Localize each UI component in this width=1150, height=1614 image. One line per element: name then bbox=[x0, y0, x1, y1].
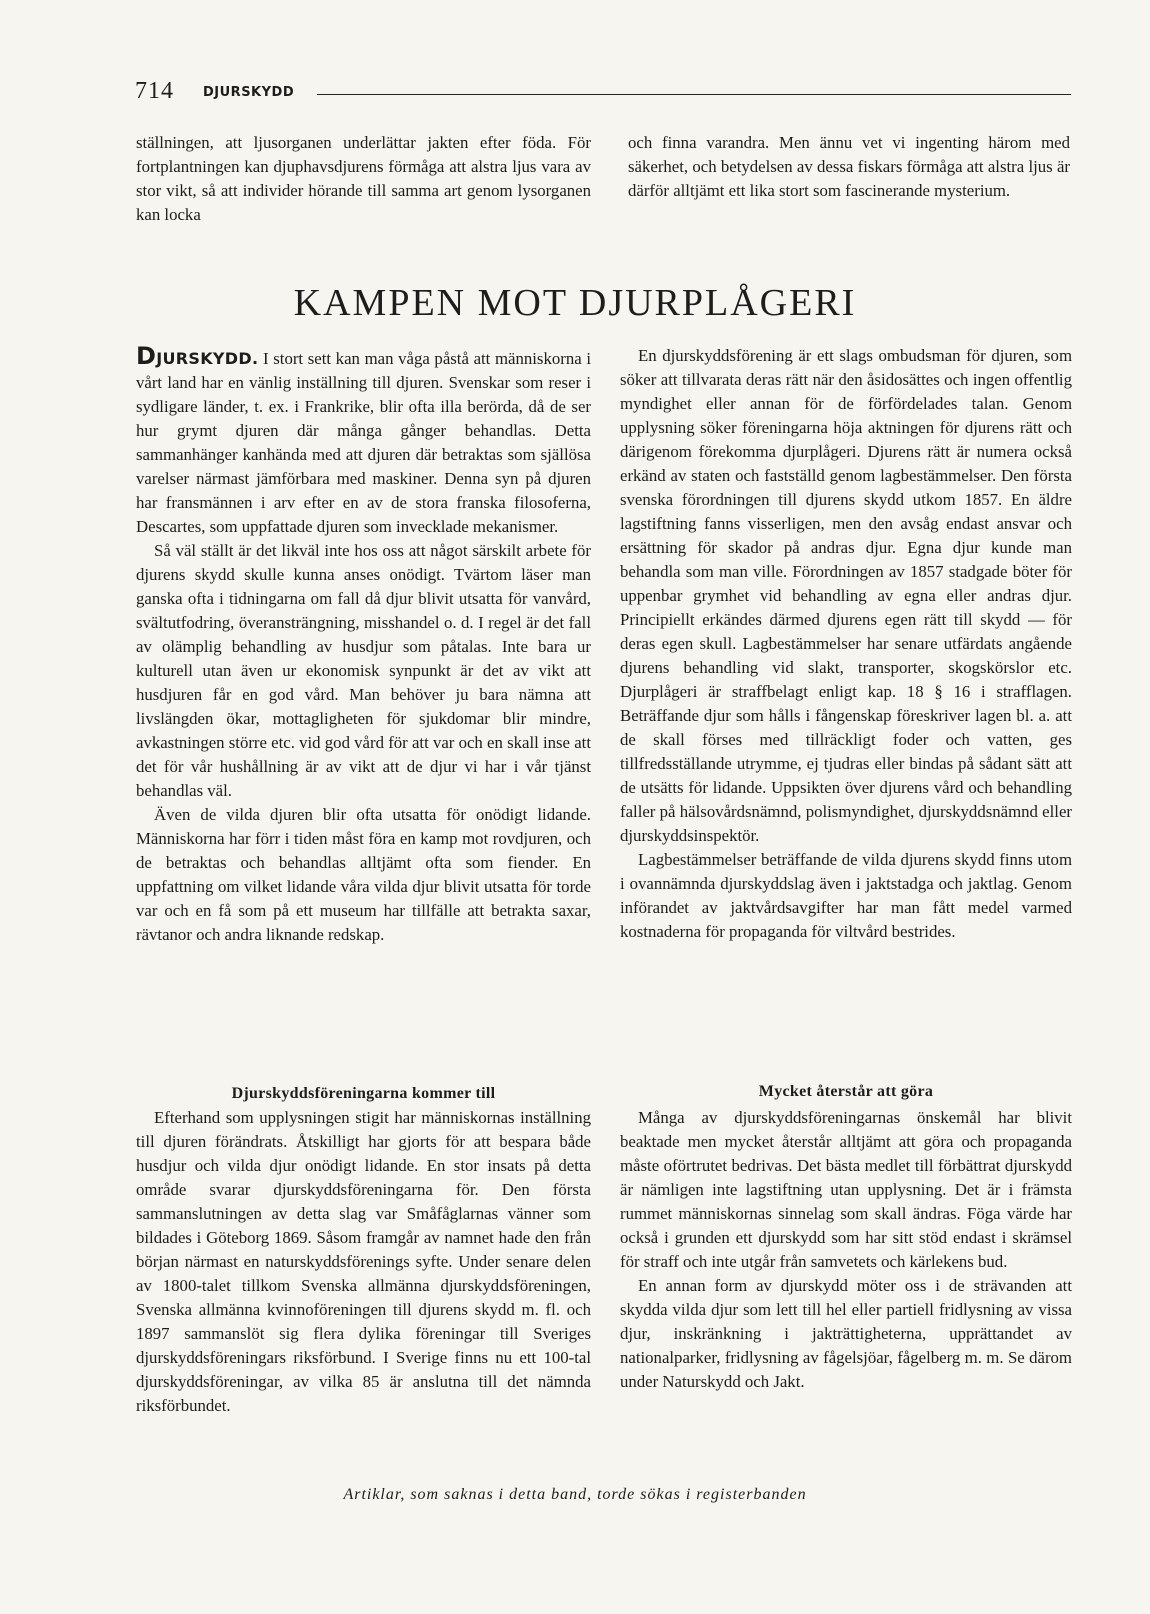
page-footer-note: Artiklar, som saknas i detta band, torde sökas i registerbanden bbox=[343, 1486, 807, 1503]
lead-rest: JURSKYDD. bbox=[156, 349, 259, 368]
lead-paragraph bbox=[136, 344, 591, 539]
page-number: 714 bbox=[135, 78, 174, 104]
section-heading-right: Mycket återstår att göra bbox=[758, 1083, 934, 1100]
continued-text-left bbox=[136, 131, 591, 227]
paragraph: En djurskyddsförening är ett slags ombudsman för djuren, som söker att tillvarata deras rätt när den åsidosättes och ingen offentlig myndighet eller annan för de förfördelades talan. Genom upplysning söker föreningarna höja aktningen för djurens rätt och därigenom förekomma djurplågeri. Djurens rätt är numera också erkänd av staten och fastställd genom lagbestämmelser. Den första svenska förordningen till djurens skydd utkom 1857. En äldre lagstiftning fanns visserligen, men den avsåg endast ansvar och ersättning för skador på andras djur. Egna djur kunde man behandla som man ville. Förordningen av 1857 stadgade böter för uppenbar grymhet vid behandling av egna eller andras djur. Principiellt erkändes därmed djurens egen rätt till skydd — för deras egen skull. Lagbestämmelser har senare utfärdats angående djurens behandling vid slakt, transporter, skogskörslor etc. Djurplågeri är straffbelagt enligt kap. 18 § 16 i strafflagen. Beträffande djur som hålls i fångenskap föreskriver lagen bl. a. att de skall förses med tillräckligt foder och vatten, ges tillfredsställande utrymme, ej tjudras eller bindas på sådant sätt att de utsätts för lidande. Uppsikten över djurens vård och behandling faller på hälsovårdsnämnd, polismyndighet, djurskyddsnämnd eller djurskyddsinspektör. bbox=[620, 346, 1072, 845]
paragraph: Efterhand som upplysningen stigit har människornas inställning till djuren förändrats. Åtskilligt har gjorts för att bespara både husdjur och vilda djur onödigt lidande. En stor insats på detta område svarar djurskyddsföreningarna för. Den första sammanslutningen av detta slag var Småfåglarnas vänner som bildades i Göteborg 1869. Såsom framgår av namnet hade den från början närmast en naturskyddsförenings syfte. Under senare delen av 1800-talet tillkom Svenska allmänna djurskyddsföreningen, Svenska allmänna kvinnoföreningen till djurens skydd m. fl. och 1897 sammanslöt sig flera dylika föreningar till Sveriges djurskyddsföreningars riksförbund. I Sverige finns nu ett 100-tal djurskyddsföreningar, av vilka 85 är anslutna till det nämnda riksförbundet. bbox=[136, 1108, 591, 1415]
article-title: KAMPEN MOT DJURPLÅGERI bbox=[293, 282, 857, 324]
lead-text: I stort sett kan man våga påstå att människorna i vårt land har en vänlig inställning till djuren. Svenskar som reser i sydligare länder, t. ex. i Frankrike, blir ofta illa berörda, då de ser hur grymt djuren där många gånger behandlas. Detta sammanhänger kanhända med att djuren där betraktas som själlösa varelser närmast jämförbara med maskiner. Denna syn på djuren har fransmännen i arv efter en av de stora franska filosoferna, Descartes, som uppfattade djuren som invecklade mekanismer. bbox=[136, 349, 591, 536]
section-body-right bbox=[620, 1106, 1072, 1394]
article-column-right bbox=[620, 344, 1072, 944]
continued-text-right bbox=[628, 131, 1070, 203]
lead-cap: D bbox=[136, 342, 157, 370]
article-column-left bbox=[136, 344, 591, 947]
continued-paragraph: ställningen, att ljusorganen underlättar jakten efter föda. För fortplantningen kan djuphavsdjurens förmåga att alstra ljus vara av stor vikt, så att individer hörande till samma art genom lysorganen kan locka bbox=[136, 133, 591, 224]
header-rule bbox=[317, 94, 1071, 95]
section-body-left bbox=[136, 1106, 591, 1418]
paragraph: En annan form av djurskydd möter oss i de strävanden att skydda vilda djur som lett till hel eller partiell fridlysning av vissa djur, inskränkning i jakträttigheterna, upprättandet av nationalparker, fridlysning av fågelsjöar, fågelberg m. m. Se därom under Naturskydd och Jakt. bbox=[620, 1276, 1072, 1391]
running-head: DJURSKYDD bbox=[203, 85, 295, 100]
continued-paragraph: och finna varandra. Men ännu vet vi ingenting härom med säkerhet, och betydelsen av dessa fiskars förmåga att alstra ljus är därför alltjämt ett lika stort som fascinerande mysterium. bbox=[628, 133, 1070, 200]
section-heading-left: Djurskyddsföreningarna kommer till bbox=[231, 1085, 496, 1102]
paragraph: Även de vilda djuren blir ofta utsatta för onödigt lidande. Människorna har förr i tiden måst föra en kamp mot rovdjuren, och de betraktas och behandlas alltjämt ofta som fiender. En uppfattning om vilket lidande våra vilda djur blivit utsatta för torde var och en få som på ett museum har tillfälle att betrakta saxar, rävtanor och andra liknande redskap. bbox=[136, 805, 591, 944]
lead-word bbox=[136, 342, 259, 370]
paragraph: Lagbestämmelser beträffande de vilda djurens skydd finns utom i ovannämnda djurskyddslag även i jaktstadga och jaktlag. Genom införandet av jaktvårdsavgifter har man fått medel varmed kostnaderna för propaganda för viltvård bestrides. bbox=[620, 850, 1072, 941]
page-header bbox=[135, 78, 1071, 108]
paragraph: Många av djurskyddsföreningarnas önskemål har blivit beaktade men mycket återstår alltjämt att göra och propaganda måste oförtrutet bedrivas. Det bästa medlet till förbättrat djurskydd är nämligen inte lagstiftning utan upplysning. Det är i främsta rummet människornas sinnelag som skall ändras. Föga värde har också i grunden ett djurskydd som har sitt stöd endast i skrämsel för straff och inte utgår från samvetets och kärlekens bud. bbox=[620, 1108, 1072, 1271]
paragraph: Så väl ställt är det likväl inte hos oss att något särskilt arbete för djurens skydd skulle kunna anses onödigt. Tvärtom läser man ganska ofta i tidningarna om fall då djur blivit utsatta för vanvård, svältutfodring, överansträngning, misshandel o. d. I regel är det fall av olämplig behandling av husdjur som påtalas. Inte bara ur kulturell utan även ur ekonomisk synpunkt är det av vikt att husdjuren får en god vård. Man behöver ju bara nämna att livslängden ökar, mottagligheten för sjukdomar blir mindre, avkastningen större etc. vid god vård för att var och en skall inse att det för vår hushållning är av vikt att de djur vi har i vår tjänst behandlas väl. bbox=[136, 541, 591, 800]
